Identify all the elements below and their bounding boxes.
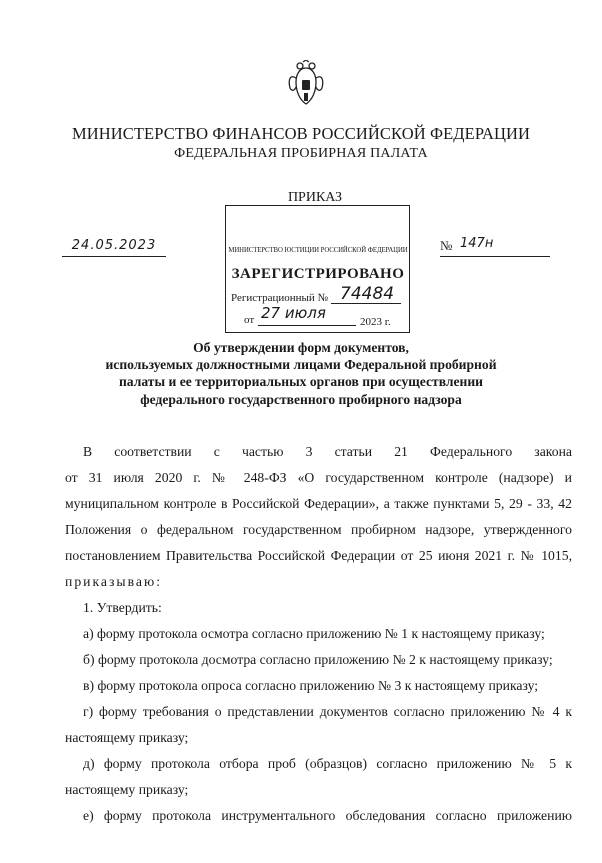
- ministry-title: МИНИСТЕРСТВО ФИНАНСОВ РОССИЙСКОЙ ФЕДЕРАЦИИ: [71, 124, 531, 143]
- intro-paragraph: [65, 465, 572, 595]
- order-subject: [0, 339, 602, 408]
- stamp-from-label: от: [244, 314, 255, 326]
- item-d: д) форму протокола отбора проб (образцов) согласно приложению № 5 к настоящему приказу;: [65, 756, 572, 797]
- intro-first-line: В соответствии с частью 3 статьи 21 Федерального закона: [83, 444, 572, 459]
- number-underline: [440, 256, 550, 257]
- stamp-reg-label: Регистрационный №: [231, 292, 329, 304]
- item-a: а) форму протокола осмотра согласно приложению № 1 к настоящему приказу;: [83, 626, 545, 641]
- coat-of-arms-emblem: [286, 60, 326, 110]
- item-1: 1. Утвердить:: [83, 600, 162, 615]
- document-type: ПРИКАЗ: [287, 190, 343, 205]
- subject-line: используемых должностными лицами Федеральной пробирной: [105, 357, 497, 373]
- subject-line: федерального государственного пробирного надзора: [140, 391, 462, 407]
- order-date: 24.05.2023: [71, 238, 157, 253]
- stamp-title: ЗАРЕГИСТРИРОВАНО: [231, 266, 405, 282]
- stamp-reg-underline: [331, 303, 401, 304]
- stamp-date-underline: [258, 325, 356, 326]
- date-underline: [62, 256, 166, 257]
- item-b: б) форму протокола досмотра согласно приложению № 2 к настоящему приказу;: [83, 652, 553, 667]
- stamp-ministry: МИНИСТЕРСТВО ЮСТИЦИИ РОССИЙСКОЙ ФЕДЕРАЦИИ: [228, 247, 408, 254]
- intro-text: от 31 июля 2020 г. № 248-ФЗ «О государственном контроле (надзоре) и муниципальном контроле в Российской Федерации», а также пунктами 5, 29 - 33, 42 Положения о федеральном государственном пробирном надзоре, утвержденного постановлением Правительства Российской Федерации от 25 июня 2021 г. № 1015,: [65, 470, 572, 563]
- order-number: 147н: [460, 236, 494, 251]
- subject-line: палаты и ее территориальных органов при осуществлении: [118, 374, 484, 390]
- decree-word: приказываю:: [65, 574, 163, 589]
- item-g: г) форму требования о представлении документов согласно приложению № 4 к настоящему приказу;: [65, 704, 572, 745]
- order-body: [65, 439, 572, 829]
- item-e: е) форму протокола инструментального обследования согласно приложению: [83, 808, 572, 823]
- stamp-year: 2023 г.: [360, 316, 391, 328]
- stamp-reg-date: 27 июля: [261, 304, 326, 322]
- item-c: в) форму протокола опроса согласно приложению № 3 к настоящему приказу;: [83, 678, 539, 693]
- order-number-prefix: №: [440, 238, 453, 253]
- stamp-reg-number: 74484: [340, 284, 395, 304]
- chamber-title: ФЕДЕРАЛЬНАЯ ПРОБИРНАЯ ПАЛАТА: [174, 146, 428, 161]
- subject-line: Об утверждении форм документов,: [193, 340, 409, 355]
